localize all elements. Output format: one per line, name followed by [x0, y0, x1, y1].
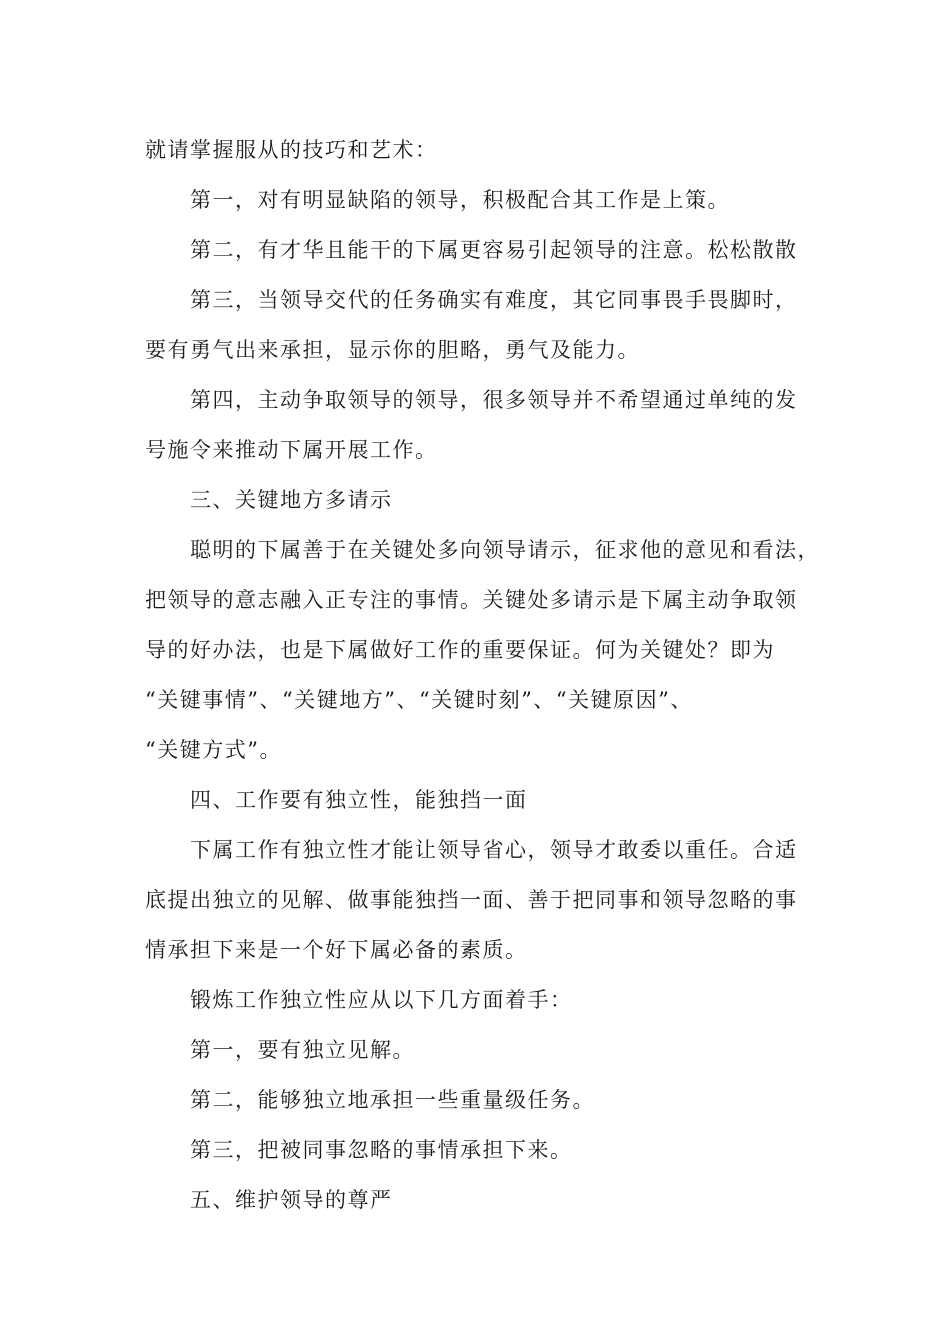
list-item: 第三，当领导交代的任务确实有难度，其它同事畏手畏脚时， — [190, 288, 798, 312]
list-item: 第一，要有独立见解。 — [190, 1038, 415, 1062]
list-item: 第四，主动争取领导的领导，很多领导并不希望通过单纯的发 — [190, 388, 798, 412]
paragraph-line: 下属工作有独立性才能让领导省心，领导才敢委以重任。合适 — [190, 838, 798, 862]
list-item: 第三，把被同事忽略的事情承担下来。 — [190, 1138, 573, 1162]
section-heading: 三、关键地方多请示 — [190, 488, 393, 512]
list-item: 第二，有才华且能干的下属更容易引起领导的注意。松松散散 — [190, 238, 798, 262]
text-line: 要有勇气出来承担，显示你的胆略，勇气及能力。 — [145, 338, 640, 362]
text-line: “关键方式”。 — [145, 738, 282, 762]
paragraph-line: 锻炼工作独立性应从以下几方面着手： — [190, 988, 573, 1012]
paragraph-line: 聪明的下属善于在关键处多向领导请示，征求他的意见和看法， — [190, 538, 820, 562]
section-heading: 四、工作要有独立性，能独挡一面 — [190, 788, 528, 812]
section-heading: 五、维护领导的尊严 — [190, 1188, 393, 1212]
text-line: 就请掌握服从的技巧和艺术： — [145, 138, 438, 162]
text-line: 把领导的意志融入正专注的事情。关键处多请示是下属主动争取领 — [145, 588, 798, 612]
text-line: 底提出独立的见解、做事能独挡一面、善于把同事和领导忽略的事 — [145, 888, 798, 912]
text-line: 导的好办法，也是下属做好工作的重要保证。何为关键处？即为 — [145, 638, 775, 662]
text-line: 号施令来推动下属开展工作。 — [145, 438, 438, 462]
list-item: 第一，对有明显缺陷的领导，积极配合其工作是上策。 — [190, 188, 730, 212]
text-line: “关键事情”、“关键地方”、“关键时刻”、“关键原因”、 — [145, 688, 693, 712]
list-item: 第二，能够独立地承担一些重量级任务。 — [190, 1088, 595, 1112]
text-line: 情承担下来是一个好下属必备的素质。 — [145, 938, 528, 962]
